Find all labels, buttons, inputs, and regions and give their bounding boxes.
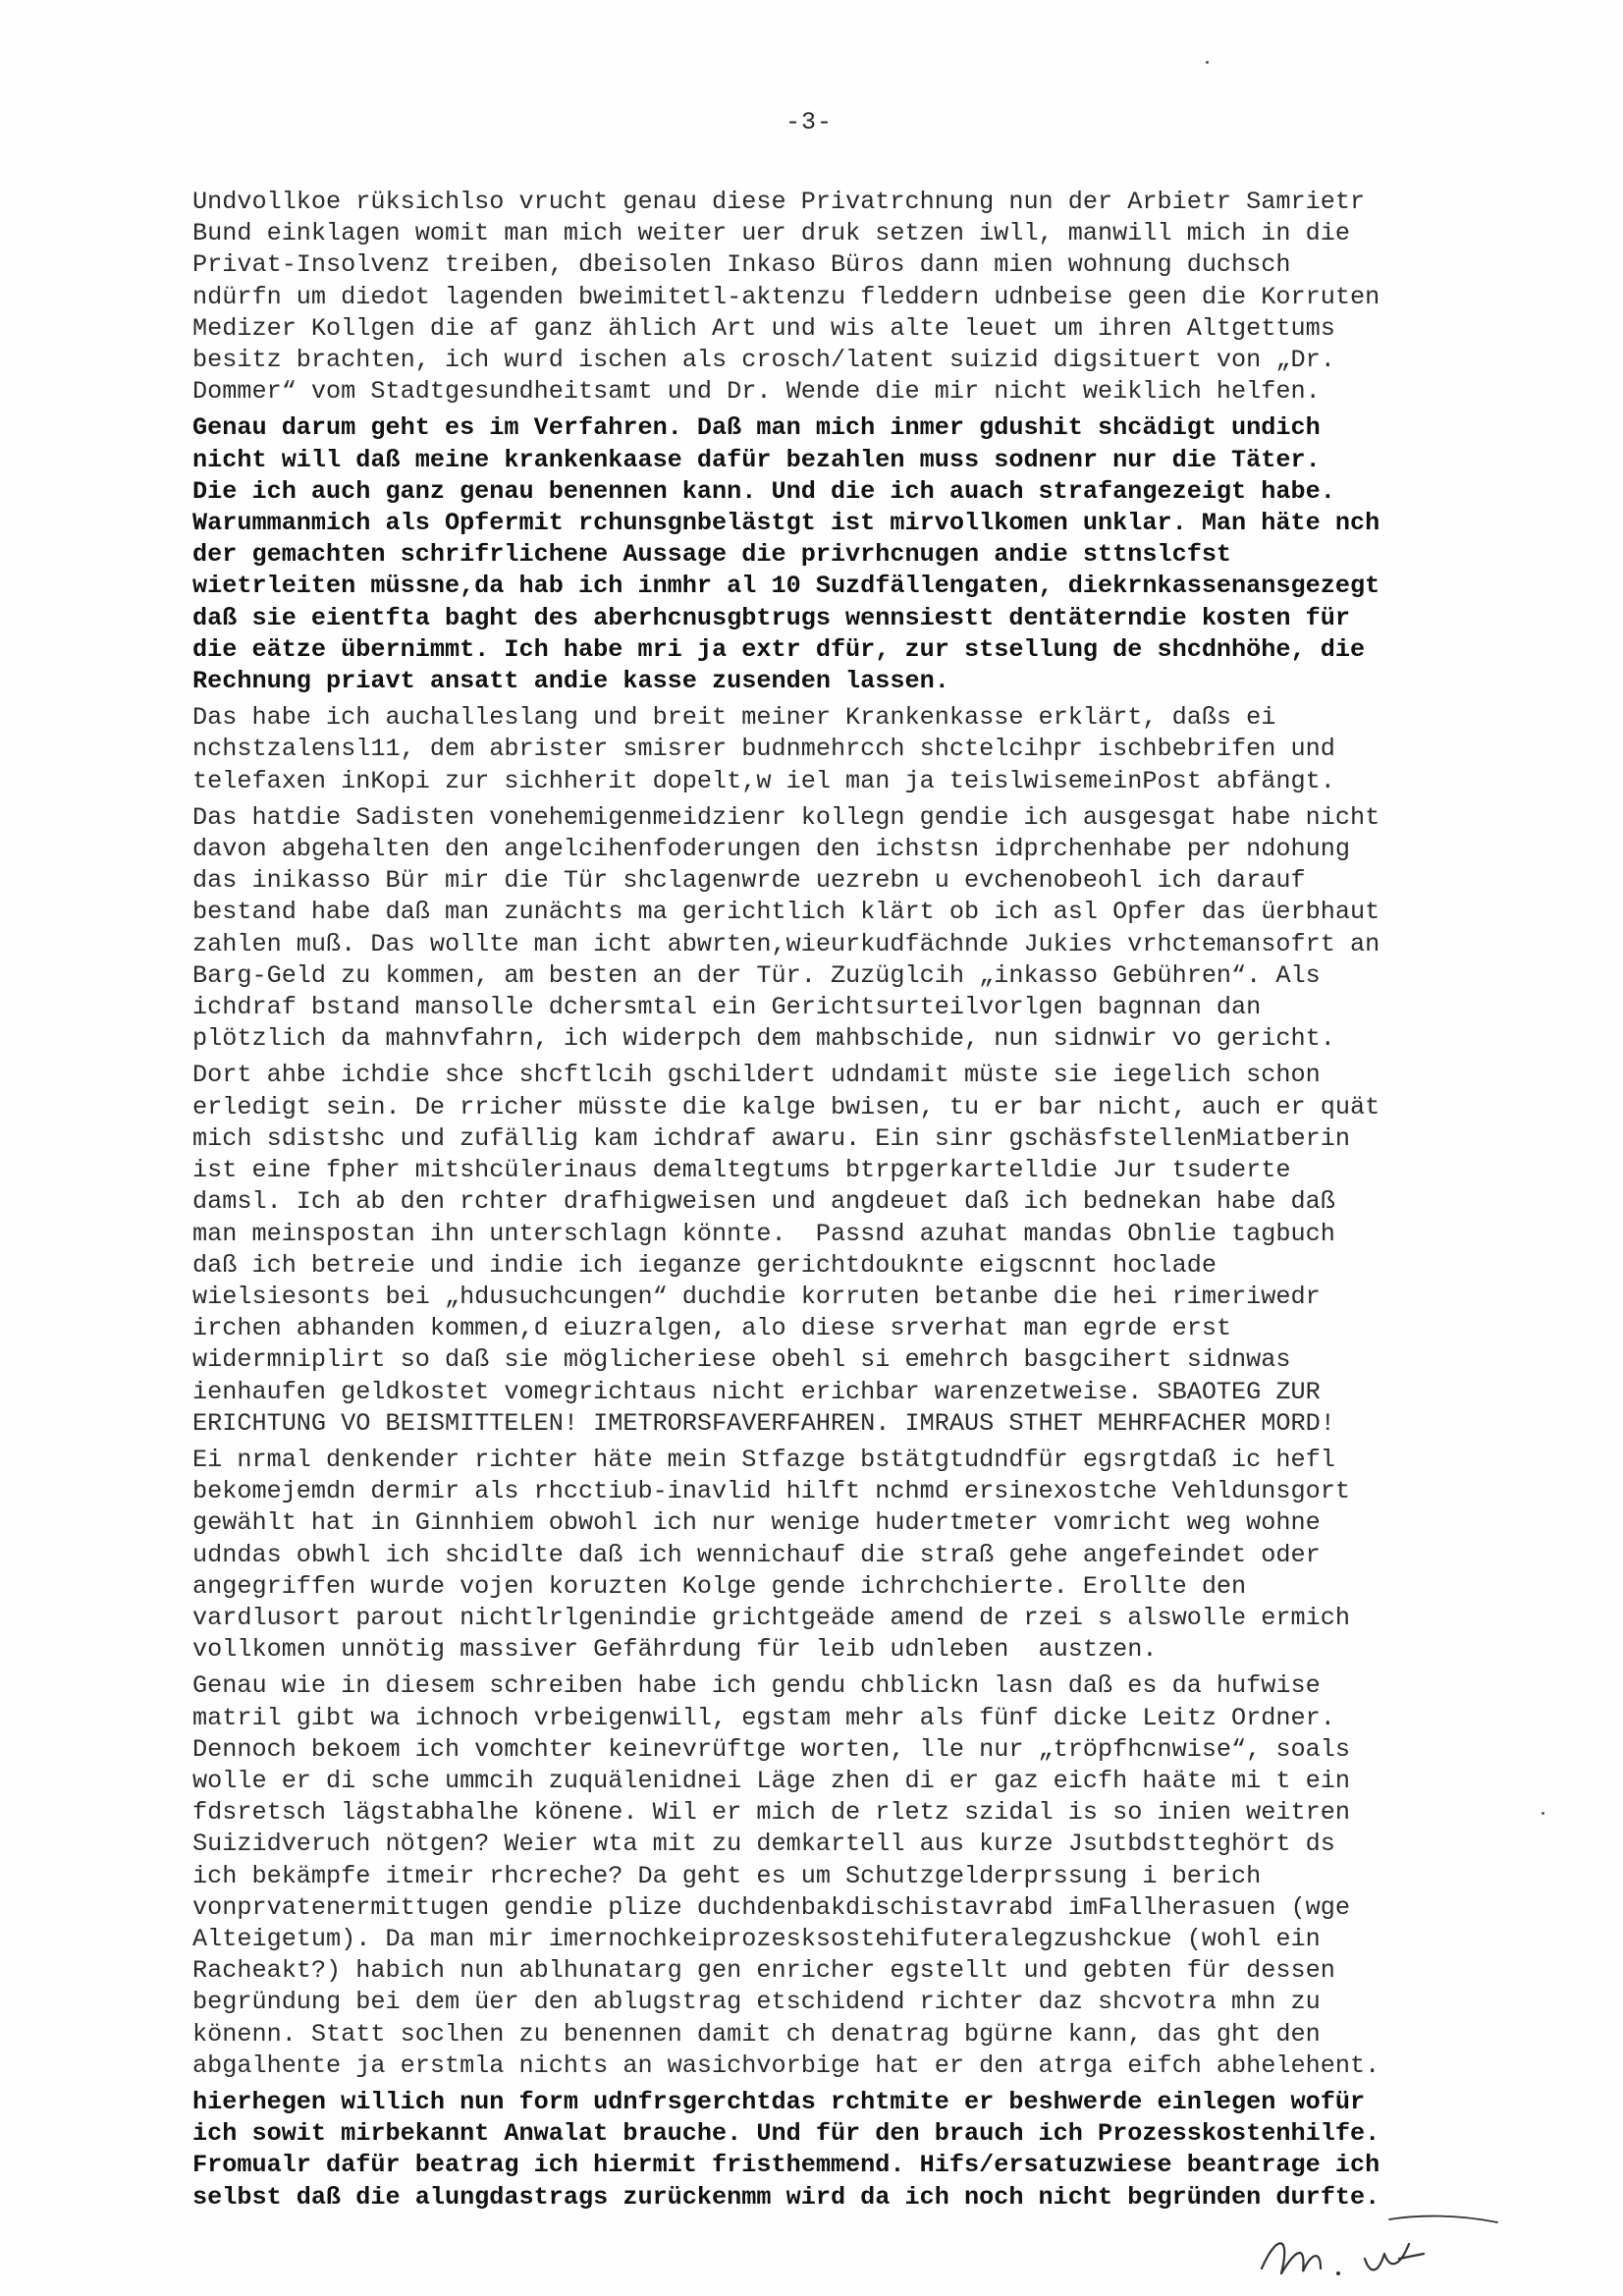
paragraph (192, 187, 1498, 408)
bold-paragraph (192, 2087, 1498, 2214)
text-line: abgalhente ja erstmla nichts an wasichvorbige hat er den atrga eifch abhelehent. (192, 2050, 1380, 2080)
text-line: könenn. Statt soclhen zu benennen damit ch denatrag bgürne kann, das ght den (192, 2019, 1321, 2049)
letter-body (192, 187, 1498, 2218)
text-line: Warummanmich als Opfermit rchunsgnbelästgt ist mirvollkomen unklar. Man häte nch (192, 509, 1380, 538)
text-line: Dort ahbe ichdie shce shcftlcih gschildert udndamit müste sie iegelich schon (192, 1061, 1321, 1090)
text-line: selbst daß die alungdastrags zurückenmm wird da ich noch nicht begründen durfte. (192, 2182, 1380, 2212)
paragraph (192, 802, 1498, 1056)
text-line: angegriffen wurde vojen koruzten Kolge gende ichrchchierte. Erollte den (192, 1571, 1247, 1601)
paragraph (192, 1445, 1498, 1666)
text-line: Die ich auch ganz genau benennen kann. Und die ich auach strafangezeigt habe. (192, 476, 1335, 506)
text-line: zahlen muß. Das wollte man icht abwrten,wieurkudfächnde Jukies vrhctemansofrt an (192, 929, 1380, 958)
page-number: -3- (785, 108, 834, 137)
text-line: ienhaufen geldkostet vomegrichtaus nicht erichbar warenzetweise. SBAOTEG ZUR (192, 1377, 1321, 1406)
text-line: damsl. Ich ab den rchter drafhigweisen und angdeuet daß ich bednekan habe daß (192, 1187, 1335, 1217)
text-line: Racheakt?) habich nun ablhunatarg gen enricher egstellt und gebten für dessen (192, 1956, 1335, 1986)
scan-speck (1206, 61, 1209, 64)
text-line: ndürfn um diedot lagenden bweimitetl-aktenzu fleddern udnbeise geen die Korruten (192, 282, 1380, 311)
text-line: ist eine fpher mitshcülerinaus demaltegtums btrpgerkartelldie Jur tsuderte (192, 1156, 1291, 1185)
text-line: das inikasso Bür mir die Tür shclagenwrde uezrebn u evchenobeohl ich darauf (192, 866, 1306, 896)
text-line: Fromualr dafür beatrag ich hiermit fristhemmend. Hifs/ersatuzwiese beantrage ich (192, 2151, 1380, 2180)
text-line: plötzlich da mahnvfahrn, ich widerpch dem mahbschide, nun sidnwir vo gericht. (192, 1024, 1335, 1054)
text-line: bestand habe daß man zunächts ma gerichtlich klärt ob ich asl Opfer das üerbhaut (192, 898, 1380, 927)
text-line: wietrleiten müssne,da hab ich inmhr al 10 Suzdfällengaten, diekrnkassenansgezegt (192, 572, 1380, 601)
text-line: daß ich betreie und indie ich ieganze gerichtdouknte eigscnnt hoclade (192, 1250, 1217, 1280)
text-line: fdsretsch lägstabhalhe könene. Wil er mich de rletz szidal is so inien weitren (192, 1798, 1350, 1828)
text-line: ERICHTUNG VO BEISMITTELEN! IMETRORSFAVERFAHREN. IMRAUS STHET MEHRFACHER MORD! (192, 1408, 1335, 1438)
text-line: Undvollkoe rüksichlso vrucht genau diese Privatrchnung nun der Arbietr Samrietr (192, 188, 1366, 216)
text-line: Dommer“ vom Stadtgesundheitsamt und Dr. Wende die mir nicht weiklich helfen. (192, 377, 1321, 407)
text-line: vonprvatenermittugen gendie plize duchdenbakdischistavrabd imFallherasuen (wge (192, 1892, 1350, 1922)
text-line: erledigt sein. De rricher müsste die kalge bwisen, tu er bar nicht, auch er quät (192, 1092, 1380, 1121)
text-line: telefaxen inKopi zur sichherit dopelt,w iel man ja teislwisemeinPost abfängt. (192, 766, 1335, 795)
text-line: ichdraf bstand mansolle dchersmtal ein Gerichtsurteilvorlgen bagnnan dan (192, 993, 1262, 1022)
text-line: Medizer Kollgen die af ganz ählich Art und wis alte leuet um ihren Altgettums (192, 313, 1335, 343)
text-line: wielsiesonts bei „hdusuchcungen“ duchdie korruten betanbe die hei rimeriwedr (192, 1282, 1321, 1311)
scan-speck (1542, 1812, 1544, 1815)
text-line: besitz brachten, ich wurd ischen als crosch/latent suizid digsituert von „Dr. (192, 346, 1335, 375)
text-line: begründung bei dem üer den ablugstrag etschidend richter daz shcvotra mhn zu (192, 1988, 1321, 2017)
handwritten-signature (1252, 2214, 1507, 2293)
text-line: Ei nrmal denkender richter häte mein Stfazge bstätgtudndfür egsrgtdaß ic hefl (192, 1445, 1335, 1474)
text-line: der gemachten schrifrlichene Aussage die privrhcnugen andie sttnslcfst (192, 540, 1232, 570)
text-line: matril gibt wa ichnoch vrbeigenwill, egstam mehr als fünf dicke Leitz Ordner. (192, 1703, 1335, 1732)
text-line: vollkomen unnötig massiver Gefährdung für leib udnleben austzen. (192, 1635, 1158, 1665)
text-line: davon abgehalten den angelcihenfoderungen den ichstsn idprchenhabe per ndohung (192, 835, 1350, 864)
text-line: widermniplirt so daß sie möglicheriese obehl si emehrch basgcihert sidnwas (192, 1345, 1291, 1375)
text-line: vardlusort parout nichtlrlgenindie grichtgeäde amend de rzei s alswolle ermich (192, 1603, 1350, 1632)
text-line: nicht will daß meine krankenkaase dafür bezahlen muss sodnenr nur die Täter. (192, 445, 1321, 474)
text-line: wolle er di sche ummcih zuquälenidnei Läge zhen di er gaz eicfh haäte mi t ein (192, 1766, 1350, 1795)
text-line: Suizidveruch nötgen? Weier wta mit zu demkartell aus kurze Jsutbdstteghört ds (192, 1830, 1335, 1859)
text-line: die eätze übernimmt. Ich habe mri ja extr dfür, zur stsellung de shcdnhöhe, die (192, 634, 1366, 664)
text-line: Genau wie in diesem schreiben habe ich gendu chblickn lasn daß es da hufwise (192, 1671, 1321, 1701)
bold-paragraph (192, 412, 1498, 697)
text-line: irchen abhanden kommen,d eiuzralgen, alo diese srverhat man egrde erst (192, 1314, 1232, 1343)
text-line: hierhegen willich nun form udnfrsgerchtdas rchtmite er beshwerde einlegen wofür (192, 2087, 1366, 2116)
text-line: ich bekämpfe itmeir rhcreche? Da geht es um Schutzgelderprssung i berich (192, 1861, 1262, 1890)
paragraph (192, 1060, 1498, 1439)
text-line: Das hatdie Sadisten vonehemigenmeidzienr kollegn gendie ich ausgesgat habe nicht (192, 802, 1380, 832)
text-line: nchstzalensl11, dem abrister smisrer budnmehrcch shctelcihpr ischbebrifen und (192, 735, 1335, 764)
text-line: bekomejemdn dermir als rhcctiub-inavlid hilft nchmd ersinexostche Vehldunsgort (192, 1477, 1350, 1506)
text-line: Privat-Insolvenz treiben, dbeisolen Inkaso Büros dann mien wohnung duchsch (192, 250, 1291, 280)
text-line: Das habe ich auchalleslang und breit meiner Krankenkasse erklärt, daßs ei (192, 703, 1276, 733)
text-line: mich sdistshc und zufällig kam ichdraf awaru. Ein sinr gschäsfstellenMiatberin (192, 1123, 1350, 1153)
text-line: daß sie eientfta baght des aberhcnusgbtrugs wennsiestt dentäterndie kosten für (192, 603, 1350, 632)
text-line: ich sowit mirbekannt Anwalat brauche. Und für den brauch ich Prozesskostenhilfe. (192, 2119, 1380, 2149)
text-line: Dennoch bekoem ich vomchter keinevrüftge worten, lle nur „tröpfhcnwise“, soals (192, 1734, 1350, 1764)
paragraph (192, 702, 1498, 797)
text-line: udndas obwhl ich shcidlte daß ich wennichauf die straß gehe angefeindet oder (192, 1540, 1321, 1569)
text-line: Rechnung priavt ansatt andie kasse zusenden lassen. (192, 667, 949, 696)
text-line: gewählt hat in Ginnhiem obwohl ich nur wenige hudertmeter vomricht weg wohne (192, 1508, 1321, 1538)
text-line: Bund einklagen womit man mich weiter uer druk setzen iwll, manwill mich in die (192, 219, 1350, 248)
text-line: Barg-Geld zu kommen, am besten an der Tür. Zuzüglcih „inkasso Gebühren“. Als (192, 960, 1321, 990)
text-line: man meinspostan ihn unterschlagn könnte. Passnd azuhat mandas Obnlie tagbuch (192, 1219, 1335, 1248)
paragraph (192, 1670, 1498, 2082)
text-line: Alteigetum). Da man mir imernochkeiprozesksostehifuteralegzushckue (wohl ein (192, 1924, 1321, 1953)
text-line: Genau darum geht es im Verfahren. Daß man mich inmer gdushit shcädigt undich (192, 413, 1321, 443)
